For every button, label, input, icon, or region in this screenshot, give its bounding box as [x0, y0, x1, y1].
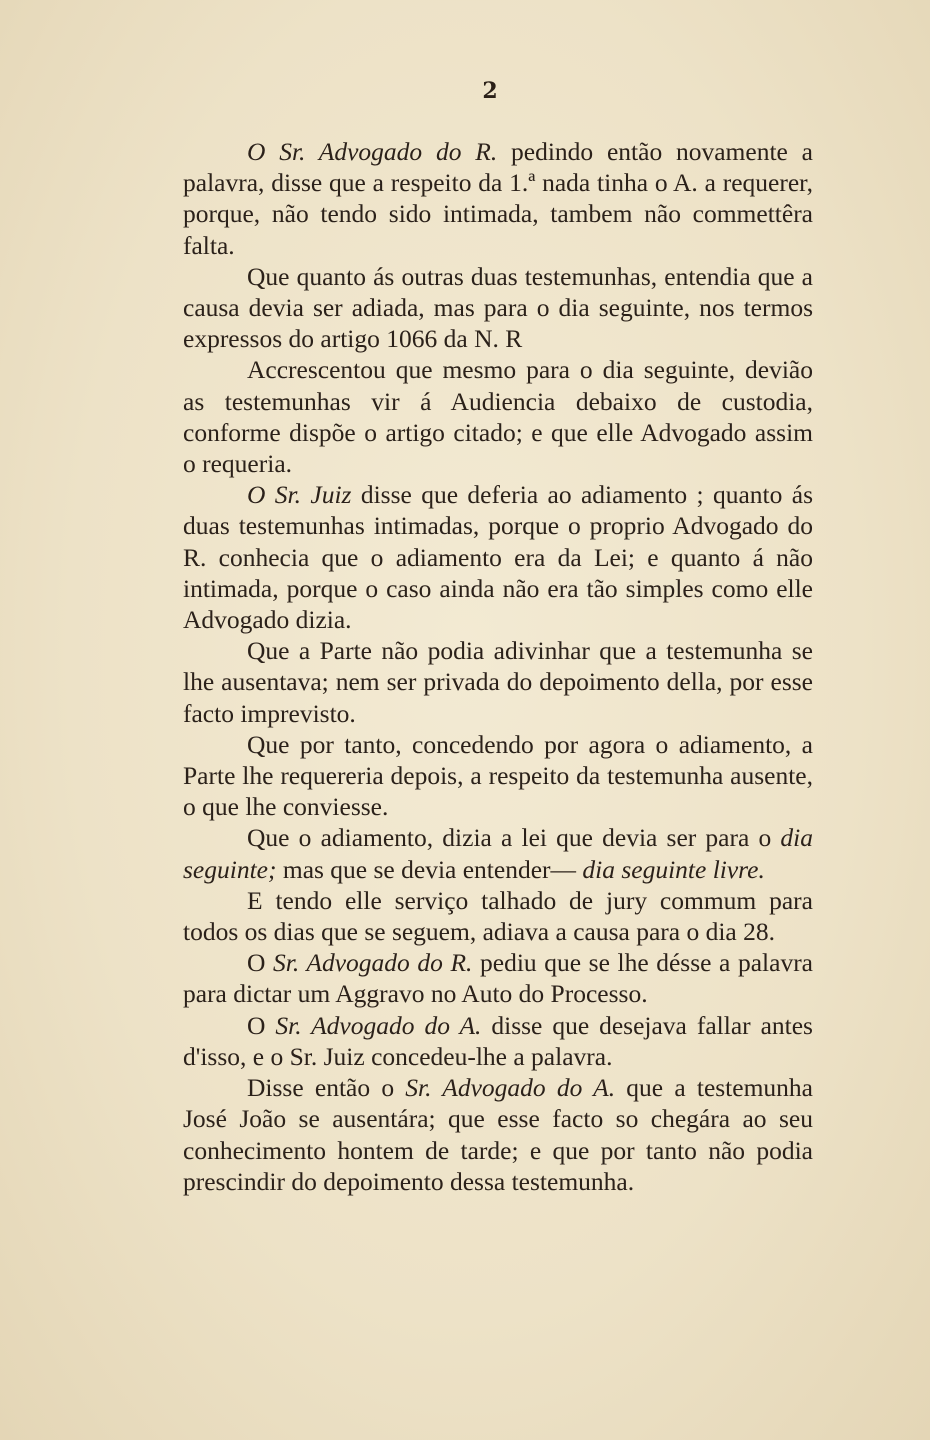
paragraph — [183, 354, 813, 479]
paragraph-text: disse que deferia ao adiamento ; quanto ás duas testemunhas intimadas, porque o proprio Advogado do R. conhecia que o adiamento era da Lei; e quanto á não intimada, porque o caso ainda não era tão simples como elle Advogado dizia. — [183, 480, 813, 635]
paragraph — [183, 479, 813, 635]
body-text — [183, 136, 813, 1197]
paragraph — [183, 1072, 813, 1197]
paragraph-text: O — [247, 948, 274, 978]
paragraph — [183, 885, 813, 947]
paragraph-text: Que a Parte não podia adivinhar que a testemunha se lhe ausentava; nem ser privada do depoimento della, por esse facto imprevisto. — [183, 636, 813, 728]
paragraph-text: mas que se devia entender— — [276, 854, 583, 884]
paragraph-text: E tendo elle serviço talhado de jury commum para todos os dias que se seguem, adiava a causa para o dia 28. — [183, 885, 813, 947]
italic-text: Sr. Advogado do R. — [273, 948, 473, 978]
paragraph-text: disse que desejava fallar antes d'isso, e o Sr. Juiz concedeu-lhe a palavra. — [183, 1010, 813, 1071]
paragraph-text: Que por tanto, concedendo por agora o adiamento, a Parte lhe requereria depois, a respeito da testemunha ausente, o que lhe conviesse. — [183, 729, 813, 822]
paragraph — [183, 822, 813, 884]
paragraph-text: pediu que se lhe désse a palavra para dictar um Aggravo no Auto do Processo. — [183, 948, 814, 1009]
paragraph-text: que a testemunha José João se ausentára; que esse facto so chegára ao seu conhecimento hontem de tarde; e que por tanto não podia prescindir do depoimento dessa testemunha. — [183, 1073, 813, 1196]
paragraph-text: Disse então o — [247, 1073, 406, 1103]
paragraph-text: Que o adiamento, dizia a lei que devia ser para o — [247, 823, 781, 853]
italic-text: O Sr. Advogado do R. — [247, 137, 498, 166]
italic-text: dia seguinte livre. — [582, 854, 765, 884]
paragraph — [183, 729, 813, 823]
paragraph-text: pedindo então novamente a palavra, disse que a respeito da 1.ª nada tinha o A. a requerer, porque, não tendo sido intimada, tambem não commettêra falta. — [183, 137, 813, 260]
italic-text: O Sr. Juiz — [247, 480, 352, 510]
page-number: 2 — [482, 78, 498, 104]
paragraph — [183, 261, 813, 355]
paragraph-text: O — [247, 1010, 276, 1040]
paragraph-text: Que quanto ás outras duas testemunhas, entendia que a causa devia ser adiada, mas para o dia seguinte, nos termos expressos do artigo 1066 da N. R — [183, 261, 813, 354]
paragraph — [183, 136, 813, 261]
paragraph-text: Accrescentou que mesmo para o dia seguinte, devião as testemunhas vir á Audiencia debaixo de custodia, conforme dispõe o artigo citado; e que elle Advogado assim o requeria. — [183, 355, 813, 479]
paragraph — [183, 635, 813, 729]
paragraph — [183, 947, 813, 1009]
italic-text: Sr. Advogado do A. — [275, 1010, 482, 1040]
italic-text: Sr. Advogado do A. — [405, 1073, 616, 1103]
italic-text: dia seguinte; — [183, 823, 813, 884]
paragraph — [183, 1010, 813, 1072]
